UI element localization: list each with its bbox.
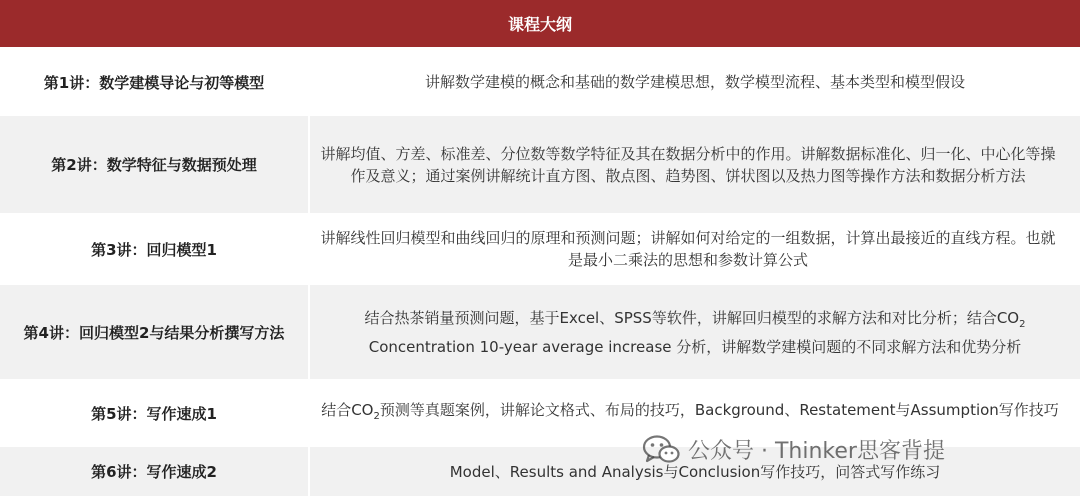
subscript: 2 [1019,318,1026,330]
lecture-content-text [324,307,1066,358]
lecture-title: 第2讲：数学特征与数据预处理 [51,156,257,174]
content-part: 结合CO [321,400,374,419]
subscript: 2 [373,410,380,422]
syllabus-header [0,0,1080,47]
table-row [0,48,1080,116]
lecture-content-text: Model、Results and Analysis与Conclusion写作技巧，问答式写作练习 [449,462,941,481]
table-row [0,116,1080,213]
watermark-text: 公众号 · Thinker思客背提 [688,439,945,464]
lecture-content-text: 讲解线性回归模型和曲线回归的原理和预测问题；讲解如何对给定的一组数据，计算出最接近的直线方程。也就是最小二乘法的思想和参数计算公式 [320,229,1056,269]
lecture-content [310,213,1080,285]
wechat-icon [642,435,680,465]
lecture-title: 第6讲：写作速成2 [91,463,217,481]
content-part: Concentration 10-year average increase 分析，讲解数学建模问题的不同求解方法和优势分析 [368,337,1022,356]
table-row [0,285,1080,379]
lecture-content [310,116,1080,213]
syllabus-title: 课程大纲 [507,15,572,34]
lecture-title: 第5讲：写作速成1 [91,404,217,423]
lecture-title: 第4讲：回归模型2与结果分析撰写方法 [23,323,285,342]
lecture-content-text: 讲解均值、方差、标准差、分位数等数学特征及其在数据分析中的作用。讲解数据标准化、归一化、中心化等操作及意义；通过案例讲解统计直方图、散点图、趋势图、饼状图以及热力图等操作方法和数据分析方法 [320,144,1056,185]
lecture-content-text [321,399,1059,428]
lecture-content [310,285,1080,379]
content-part: 预测等真题案例，讲解论文格式、布局的技巧，Background、Restatement与Assumption写作技巧 [379,400,1059,419]
watermark [642,434,945,465]
lecture-title: 第1讲：数学建模导论与初等模型 [43,73,265,92]
lecture-title: 第3讲：回归模型1 [91,240,217,259]
table-row [0,213,1080,285]
content-part: 结合热茶销量预测问题，基于Excel、SPSS等软件，讲解回归模型的求解方法和对比分析；结合CO [364,308,1020,327]
lecture-content-text: 讲解数学建模的概念和基础的数学建模思想，数学模型流程、基本类型和模型假设 [424,73,965,91]
lecture-content [310,48,1080,116]
